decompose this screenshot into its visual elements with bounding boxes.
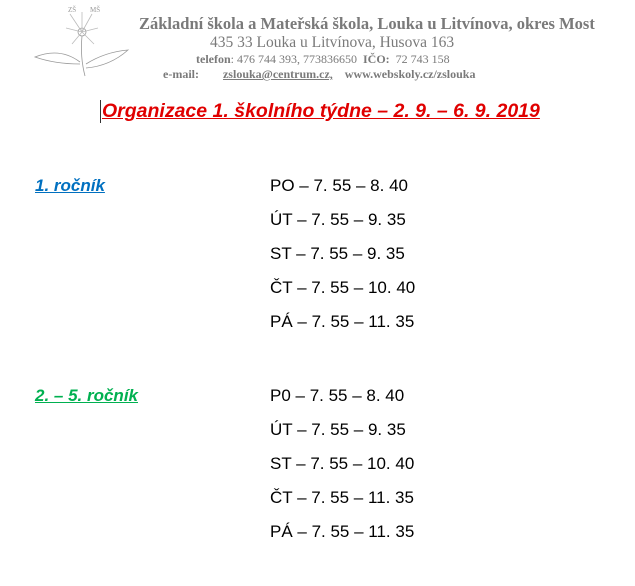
svg-text:ZŠ: ZŠ [68, 6, 77, 14]
schedule-row: ST – 7. 55 – 10. 40 [270, 454, 415, 473]
schedule-row: ÚT – 7. 55 – 9. 35 [270, 420, 406, 439]
phone-label: telefon [196, 52, 231, 66]
phone-value: : 476 744 393, 773836650 [230, 52, 357, 66]
ico-value: 72 743 158 [395, 52, 450, 66]
school-logo [30, 2, 130, 82]
page-title: Organizace 1. školního týdne – 2. 9. – 6. 9. 2019 [102, 100, 540, 122]
schedule-row: ÚT – 7. 55 – 9. 35 [270, 210, 406, 229]
svg-text:MŠ: MŠ [90, 6, 101, 14]
schedule-row: ČT – 7. 55 – 11. 35 [270, 488, 414, 507]
schedule-row: PÁ – 7. 55 – 11. 35 [270, 312, 415, 331]
grade-1-label: 1. ročník [35, 176, 105, 195]
schedule-row: PO – 7. 55 – 8. 40 [270, 176, 408, 195]
web-link[interactable]: www.webskoly.cz/zslouka [344, 67, 476, 81]
schedule-row: PÁ – 7. 55 – 11. 35 [270, 522, 415, 541]
schedule-row: ČT – 7. 55 – 10. 40 [270, 278, 416, 297]
school-name: Základní škola a Mateřská škola, Louka u Litvínova, okres Most [139, 14, 595, 33]
contact-line [196, 52, 450, 67]
grade-2-5-label: 2. – 5. ročník [35, 386, 138, 405]
schedule-row: P0 – 7. 55 – 8. 40 [270, 386, 405, 405]
schedule-row: ST – 7. 55 – 9. 35 [270, 244, 405, 263]
email-line [163, 67, 475, 82]
email-label: e-mail: [163, 67, 199, 81]
ico-label: IČO: [363, 52, 390, 66]
school-address: 435 33 Louka u Litvínova, Husova 163 [210, 34, 455, 51]
email-link[interactable]: zslouka@centrum.cz, [222, 67, 333, 81]
